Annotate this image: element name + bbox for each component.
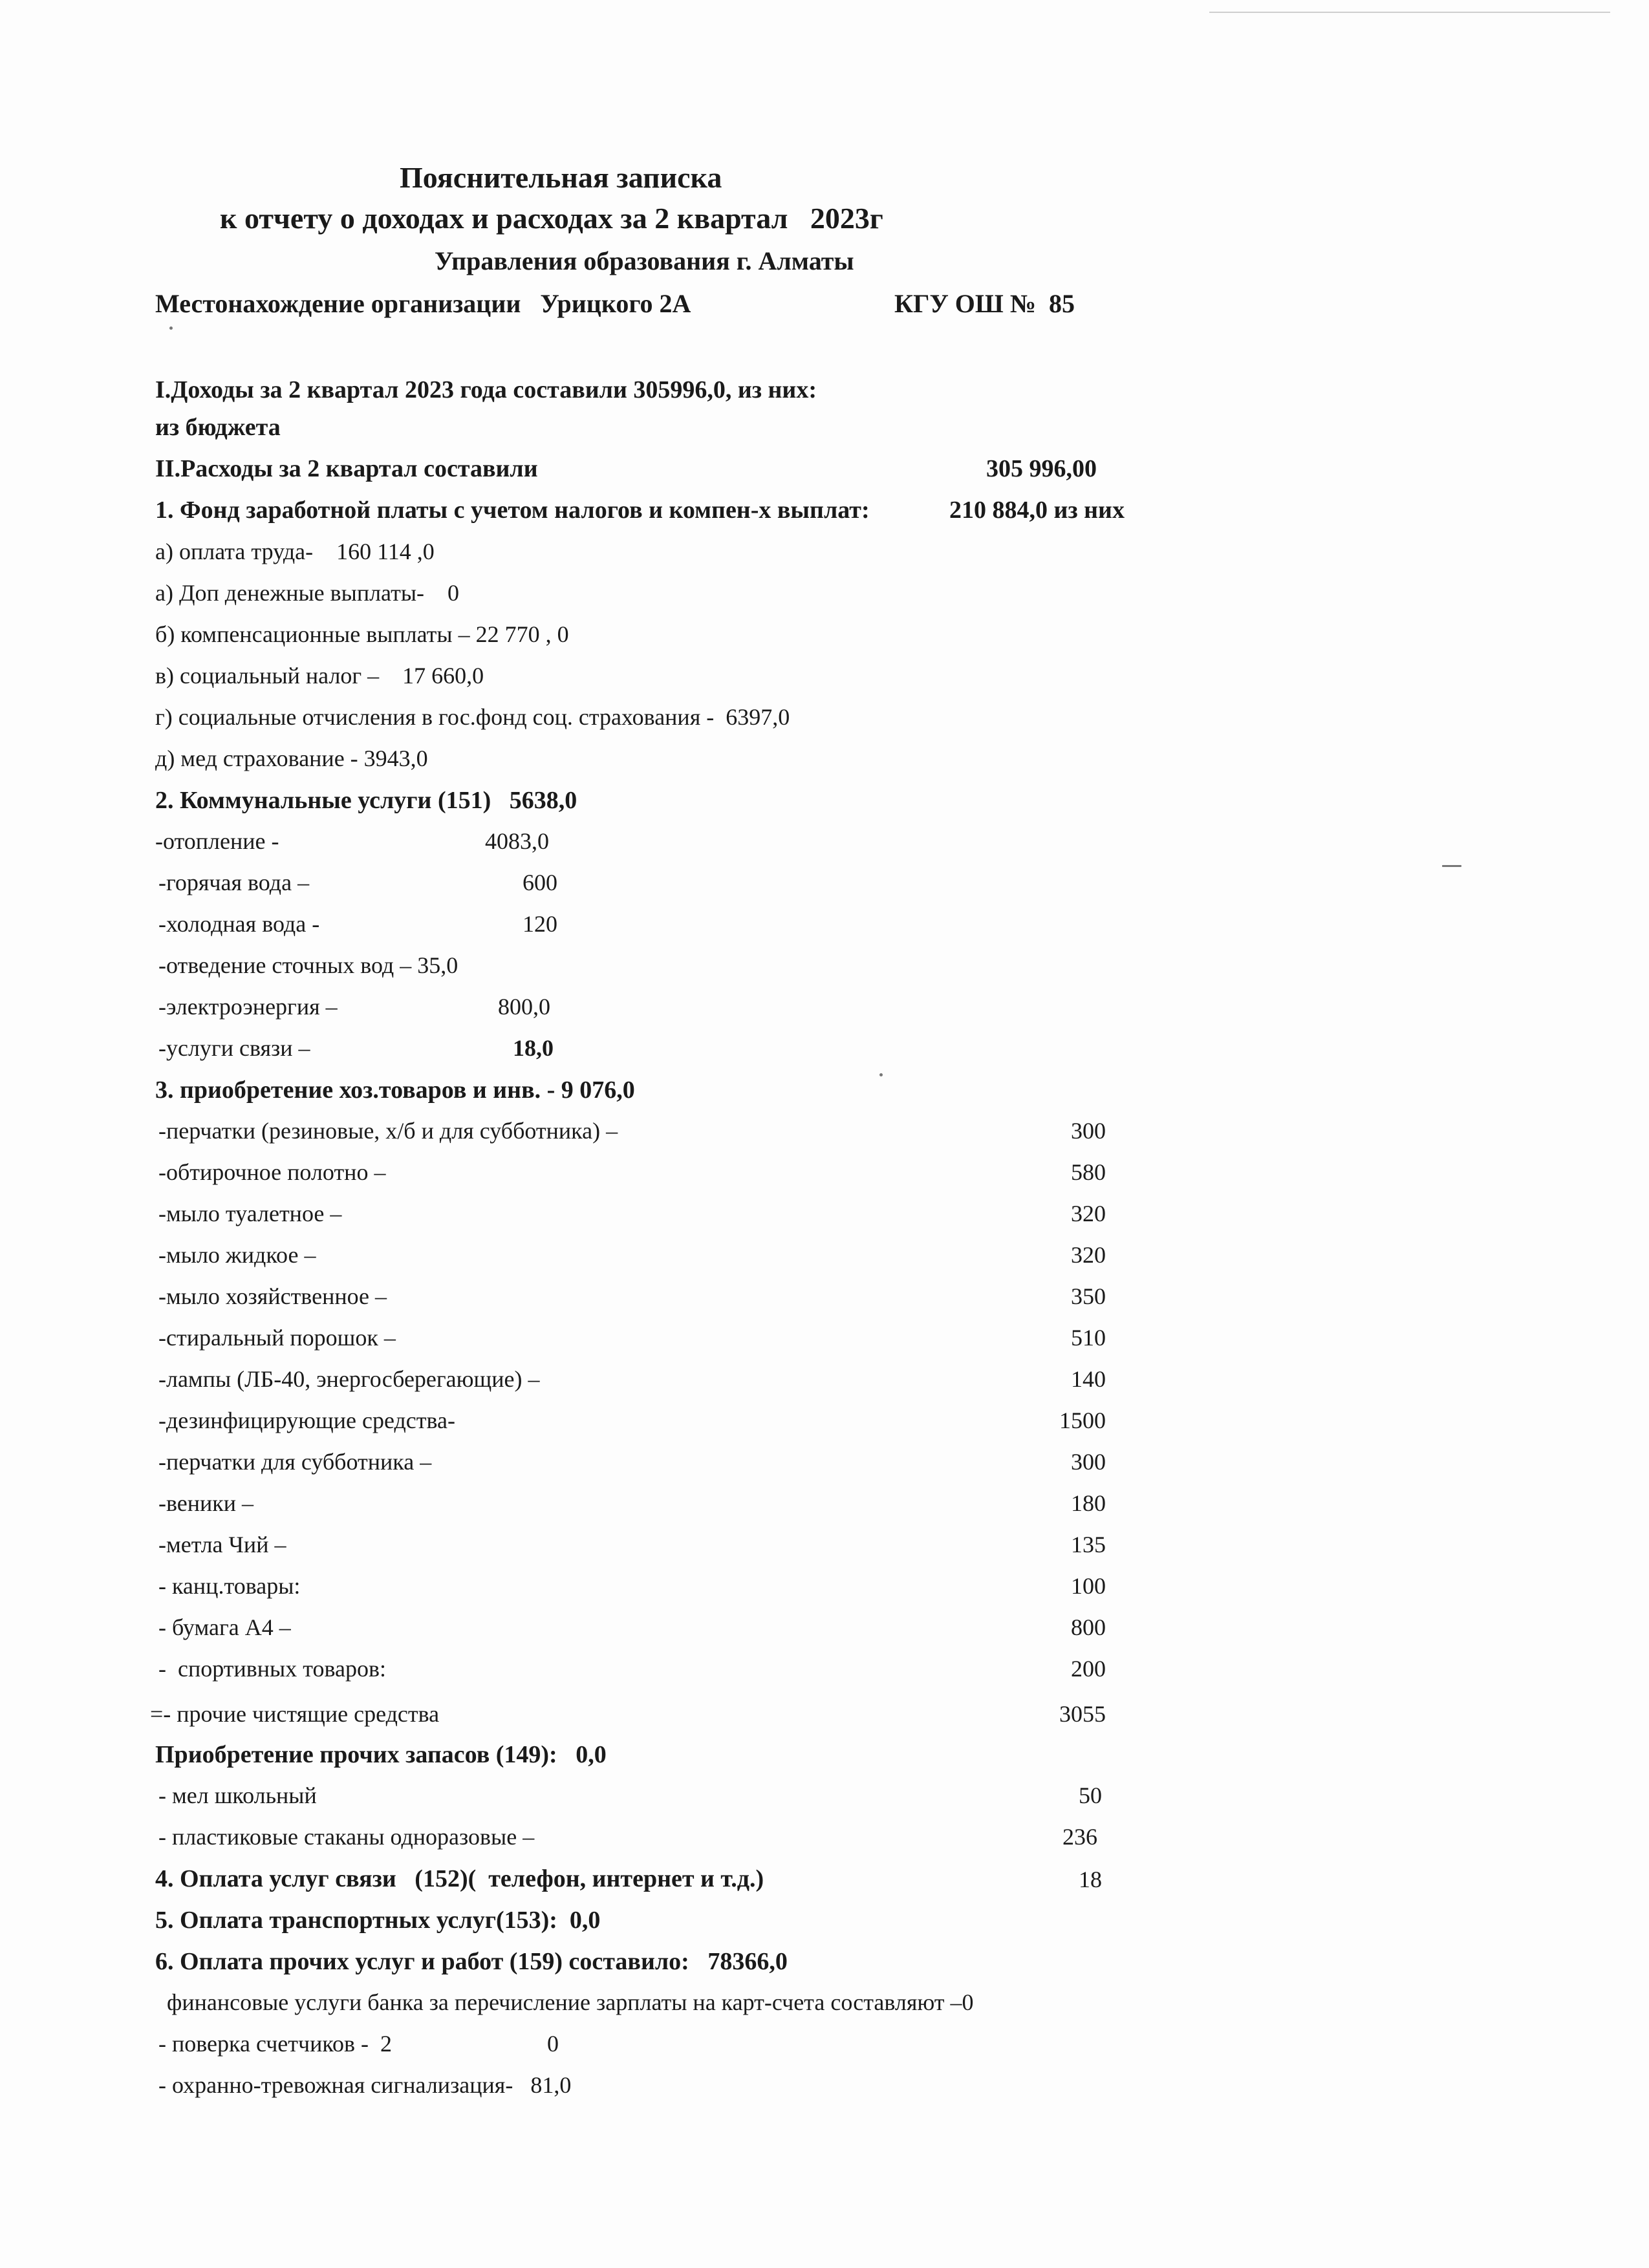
household-item-value: 320 (1071, 1201, 1106, 1226)
household-item-value: 100 (1071, 1573, 1106, 1599)
utility-label: -горячая вода – (158, 870, 310, 895)
communication-label: 4. Оплата услуг связи (152)( телефон, интернет и т.д.) (155, 1865, 764, 1892)
utility-value: 800,0 (498, 994, 550, 1020)
utility-label: -отопление - (155, 828, 279, 854)
income-line: I.Доходы за 2 квартал 2023 года составили 305996,0, из них: (155, 376, 817, 403)
household-item-label: =- прочие чистящие средства (150, 1701, 440, 1727)
household-item-label: -мыло хозяйственное – (158, 1283, 387, 1309)
household-item-value: 580 (1071, 1159, 1106, 1185)
household-item-value: 1500 (1059, 1407, 1106, 1433)
other-stock-heading: Приобретение прочих запасов (149): 0,0 (155, 1741, 607, 1768)
payroll-heading: 1. Фонд заработной платы с учетом налогов и компен-х выплат: (155, 497, 870, 524)
household-item-value: 350 (1071, 1283, 1106, 1309)
household-item-label: -перчатки (резиновые, х/б и для субботника) – (158, 1118, 618, 1144)
communication-value: 18 (1079, 1867, 1102, 1892)
other-stock-value: 50 (1079, 1782, 1102, 1808)
household-item-label: -метла Чий – (158, 1532, 286, 1557)
payroll-item: а) оплата труда- 160 114 ,0 (155, 539, 435, 564)
household-item-label: -стиральный порошок – (158, 1325, 396, 1351)
household-item-value: 300 (1071, 1449, 1106, 1475)
household-item-label: -веники – (158, 1490, 254, 1516)
household-item-value: 3055 (1059, 1701, 1106, 1727)
utility-value: 4083,0 (485, 828, 549, 854)
household-item-label: - канц.товары: (158, 1573, 301, 1599)
household-item-value: 510 (1071, 1325, 1106, 1351)
household-item-label: -мыло туалетное – (158, 1201, 342, 1226)
scan-speck (1442, 865, 1461, 867)
other-stock-label: - пластиковые стаканы одноразовые – (158, 1824, 535, 1850)
utility-value: 18,0 (513, 1035, 554, 1061)
organization-name: Управления образования г. Алматы (435, 246, 854, 275)
utility-value: 600 (523, 870, 557, 895)
utilities-heading: 2. Коммунальные услуги (151) 5638,0 (155, 787, 577, 814)
other-stock-value: 236 (1062, 1824, 1097, 1850)
household-item-label: -дезинфицирующие средства- (158, 1407, 455, 1433)
household-heading: 3. приобретение хоз.товаров и инв. - 9 076,0 (155, 1076, 635, 1104)
household-item-label: -лампы (ЛБ-40, энергосберегающие) – (158, 1366, 540, 1392)
household-item-value: 300 (1071, 1118, 1106, 1144)
utility-label: -холодная вода - (158, 911, 320, 937)
utility-label: -электроэнергия – (158, 994, 338, 1020)
household-item-value: 320 (1071, 1242, 1106, 1268)
payroll-item: в) социальный налог – 17 660,0 (155, 663, 484, 689)
utility-value: 120 (523, 911, 557, 937)
income-source: из бюджета (155, 414, 281, 441)
household-item-label: - бумага А4 – (158, 1614, 291, 1640)
expenses-total: 305 996,00 (986, 455, 1097, 482)
payroll-item: д) мед страхование - 3943,0 (155, 745, 428, 771)
household-item-label: -мыло жидкое – (158, 1242, 316, 1268)
other-services-heading: 6. Оплата прочих услуг и работ (159) составило: 78366,0 (155, 1948, 788, 1975)
document-title: Пояснительная записка (400, 161, 722, 194)
household-item-value: 180 (1071, 1490, 1106, 1516)
scan-speck (169, 326, 173, 330)
utility-label: -отведение сточных вод – 35,0 (158, 952, 458, 978)
household-item-value: 200 (1071, 1656, 1106, 1682)
transport-label: 5. Оплата транспортных услуг(153): 0,0 (155, 1907, 601, 1934)
school-number: КГУ ОШ № 85 (894, 289, 1075, 318)
scan-edge-line (1209, 12, 1610, 13)
other-services-item: 0 (547, 2031, 559, 2057)
payroll-item: а) Доп денежные выплаты- 0 (155, 580, 460, 606)
household-item-value: 140 (1071, 1366, 1106, 1392)
household-item-label: - спортивных товаров: (158, 1656, 386, 1682)
utility-label: -услуги связи – (158, 1035, 310, 1061)
household-item-label: -перчатки для субботника – (158, 1449, 432, 1475)
document-subtitle: к отчету о доходах и расходах за 2 квартал 2023г (220, 202, 883, 235)
household-item-value: 135 (1071, 1532, 1106, 1557)
household-item-value: 800 (1071, 1614, 1106, 1640)
payroll-item: г) социальные отчисления в гос.фонд соц. страхования - 6397,0 (155, 704, 790, 730)
organization-location: Местонахождение организации Урицкого 2А (155, 289, 691, 318)
other-stock-label: - мел школьный (158, 1782, 317, 1808)
other-services-item: - охранно-тревожная сигнализация- 81,0 (158, 2072, 572, 2098)
other-services-item: финансовые услуги банка за перечисление зарплаты на карт-счета составляют –0 (167, 1989, 974, 2015)
household-item-label: -обтирочное полотно – (158, 1159, 386, 1185)
payroll-heading-value: 210 884,0 из них (949, 497, 1125, 524)
scan-speck (879, 1073, 883, 1076)
expenses-label: II.Расходы за 2 квартал составили (155, 455, 538, 482)
other-services-item: - поверка счетчиков - 2 (158, 2031, 393, 2057)
payroll-item: б) компенсационные выплаты – 22 770 , 0 (155, 621, 569, 647)
